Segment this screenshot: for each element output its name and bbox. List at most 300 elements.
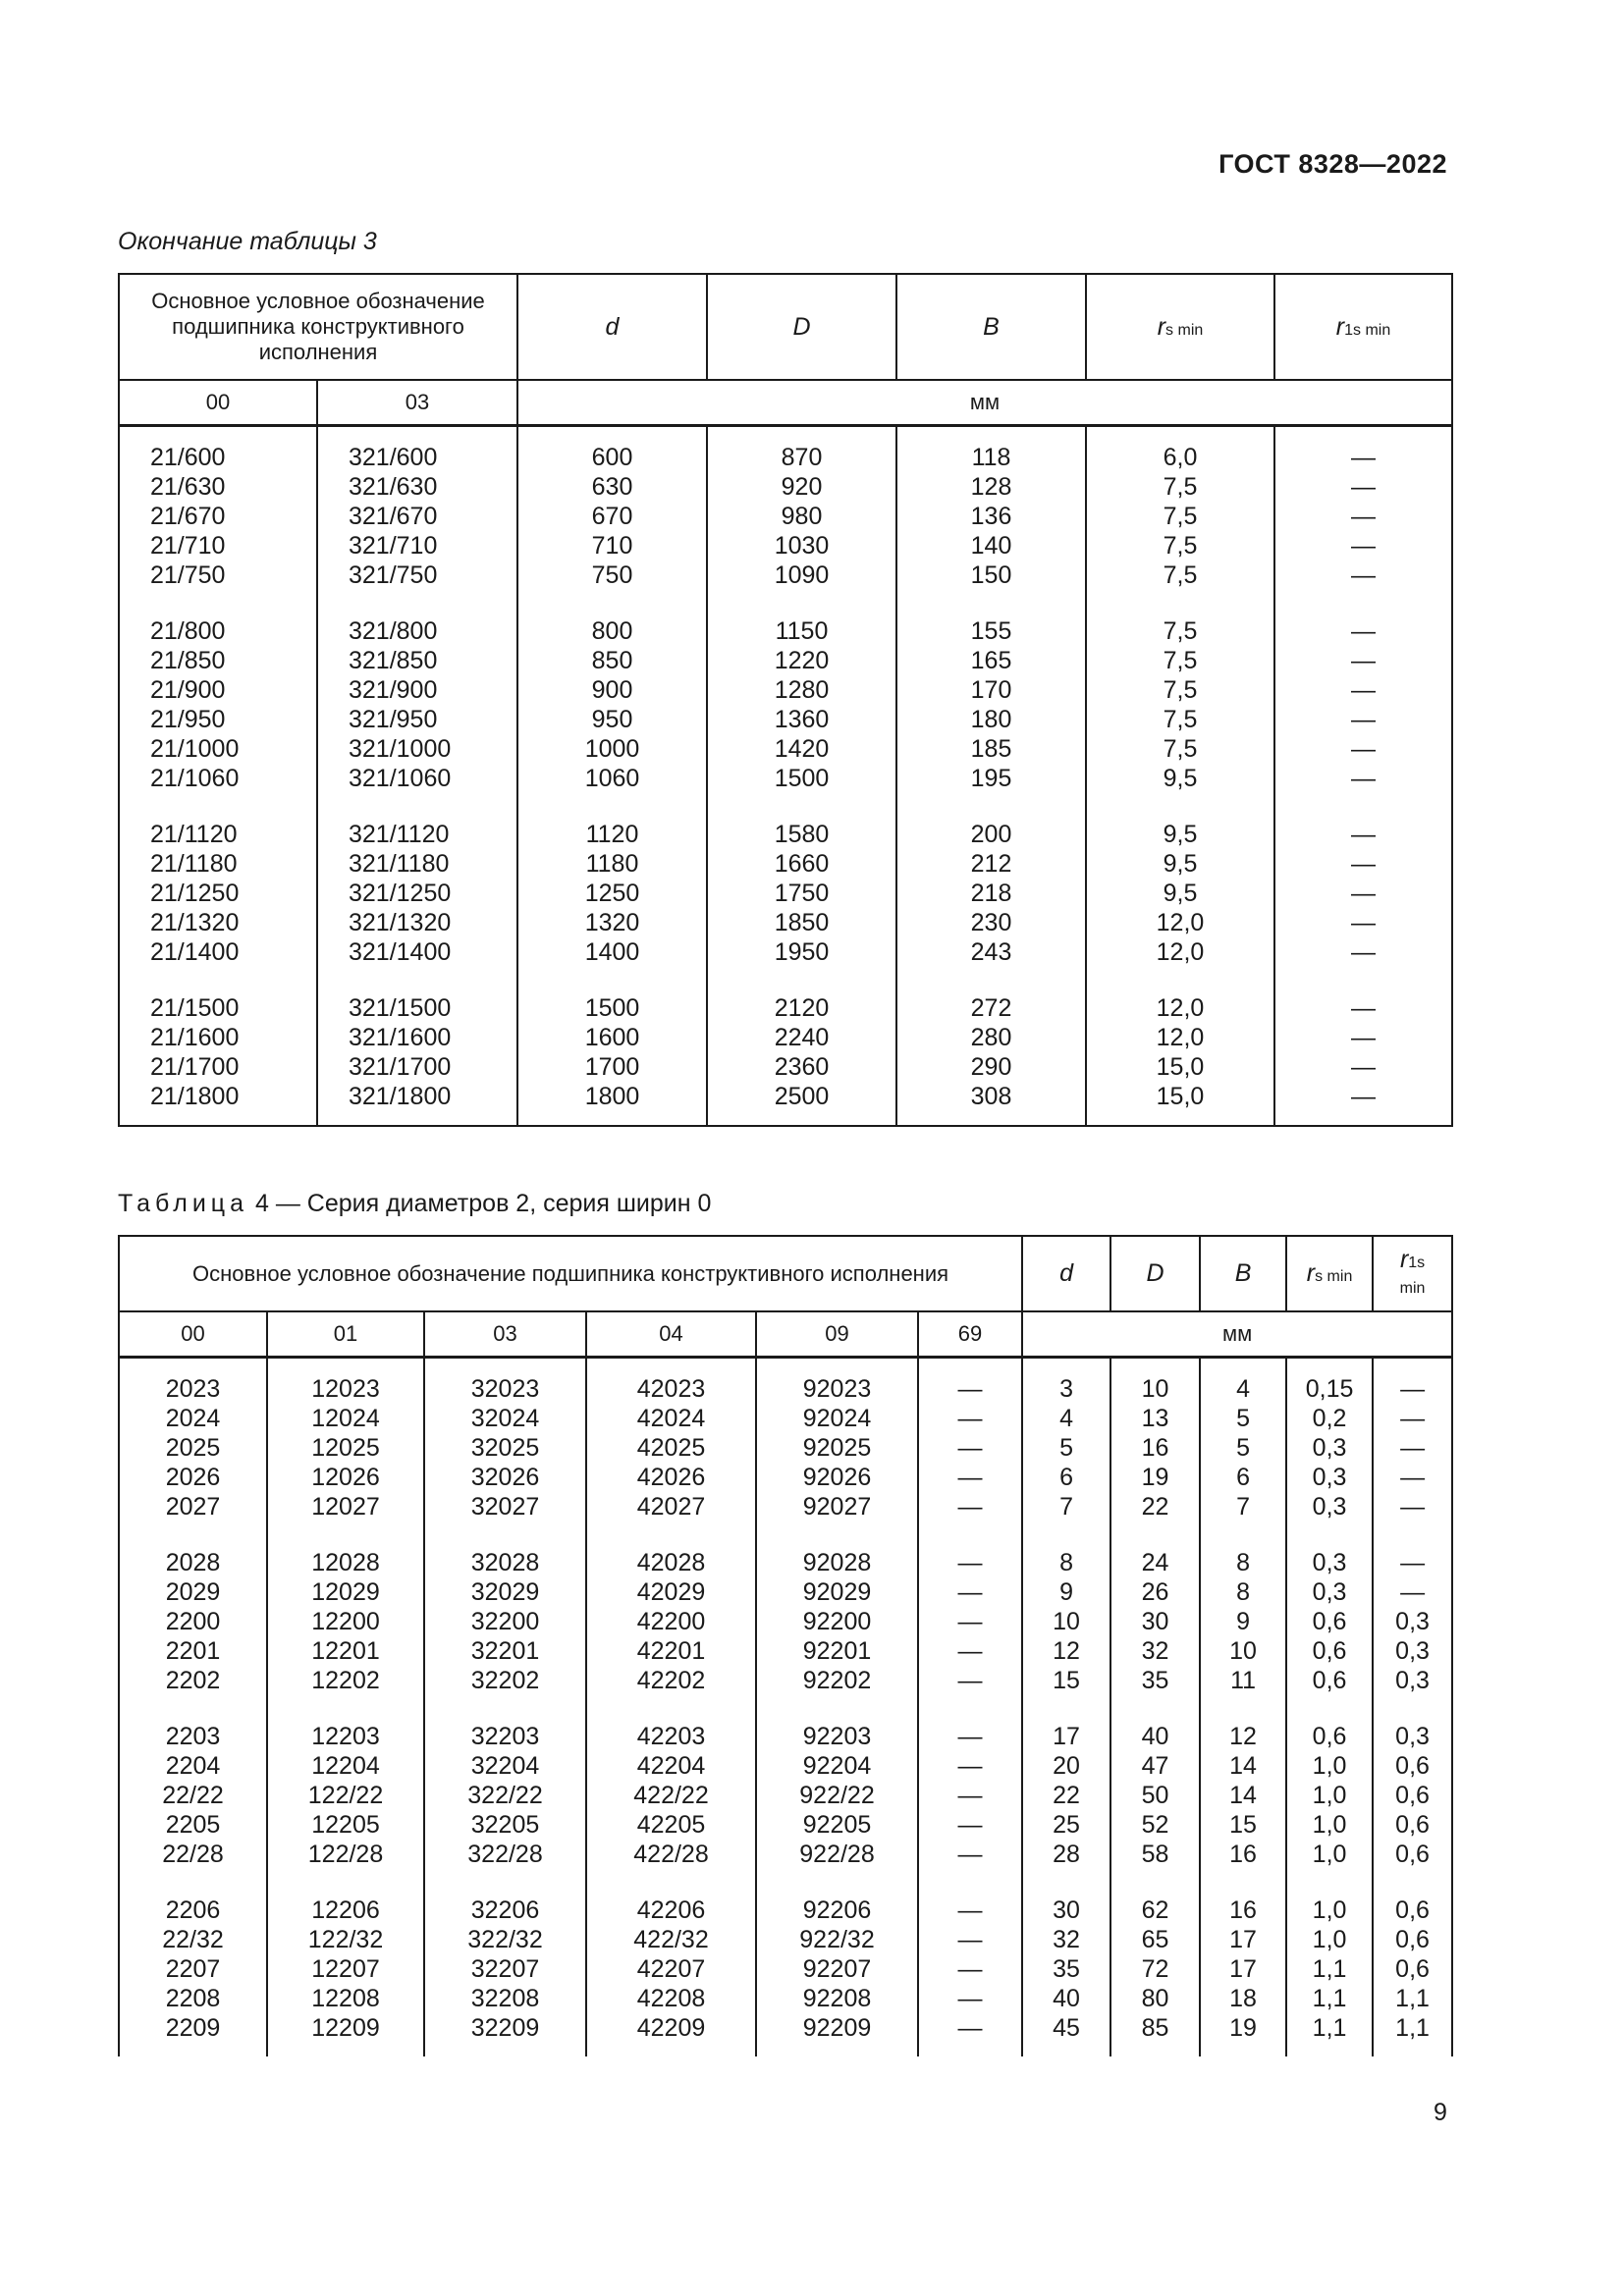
- table-cell: —: [1373, 1522, 1452, 1577]
- table-cell: 0,3: [1286, 1433, 1373, 1463]
- table-row: [119, 1577, 1452, 1607]
- table-cell: 16: [1110, 1433, 1200, 1463]
- table-cell: 22/32: [119, 1925, 267, 1954]
- table-row: [119, 734, 1452, 764]
- table-cell: 21/1700: [119, 1052, 317, 1082]
- table-cell: 92027: [756, 1492, 918, 1522]
- table-cell: 1,1: [1286, 2013, 1373, 2056]
- table4-header-rs-min: [1286, 1236, 1373, 1311]
- table-cell: 922/28: [756, 1840, 918, 1869]
- table-cell: 32200: [424, 1607, 586, 1636]
- table-cell: 1250: [517, 879, 707, 908]
- table-row: [119, 1636, 1452, 1666]
- table4-subcolumn-69: 69: [918, 1311, 1022, 1358]
- table3-rs-symbol: r: [1157, 312, 1166, 341]
- table-cell: 185: [896, 734, 1086, 764]
- table-cell: 12023: [267, 1358, 424, 1405]
- table-cell: 15: [1022, 1666, 1110, 1695]
- table-cell: 40: [1110, 1695, 1200, 1751]
- table-row: [119, 793, 1452, 849]
- table-cell: 1150: [707, 590, 896, 646]
- table4-subcolumn-09: 09: [756, 1311, 918, 1358]
- table-cell: 218: [896, 879, 1086, 908]
- table-cell: 212: [896, 849, 1086, 879]
- table3-subcolumn-00: 00: [119, 380, 317, 426]
- table-cell: —: [1274, 879, 1452, 908]
- table-cell: 170: [896, 675, 1086, 705]
- table-cell: 2360: [707, 1052, 896, 1082]
- table-cell: 165: [896, 646, 1086, 675]
- table-cell: —: [918, 1433, 1022, 1463]
- table-cell: 0,3: [1286, 1492, 1373, 1522]
- table-cell: 321/900: [317, 675, 517, 705]
- table3-units: мм: [517, 380, 1452, 426]
- table-cell: 32207: [424, 1954, 586, 1984]
- table4-r1s-symbol: r: [1399, 1245, 1409, 1273]
- table-cell: 21/1060: [119, 764, 317, 793]
- table-cell: —: [1274, 1023, 1452, 1052]
- table-cell: —: [1373, 1463, 1452, 1492]
- table-cell: —: [1274, 1052, 1452, 1082]
- table-cell: 3: [1022, 1358, 1110, 1405]
- table-cell: 14: [1200, 1781, 1286, 1810]
- table-cell: —: [918, 1695, 1022, 1751]
- table-cell: 12,0: [1086, 967, 1274, 1023]
- table-cell: 24: [1110, 1522, 1200, 1577]
- table-cell: 322/28: [424, 1840, 586, 1869]
- table-cell: 230: [896, 908, 1086, 937]
- table-cell: 1660: [707, 849, 896, 879]
- table-cell: 122/22: [267, 1781, 424, 1810]
- table-cell: 30: [1022, 1869, 1110, 1925]
- table-cell: 5: [1200, 1433, 1286, 1463]
- table-cell: 750: [517, 561, 707, 590]
- table-cell: 62: [1110, 1869, 1200, 1925]
- table-cell: 0,6: [1286, 1666, 1373, 1695]
- table-cell: 21/630: [119, 472, 317, 502]
- table-row: [119, 426, 1452, 473]
- table-row: [119, 1751, 1452, 1781]
- table-cell: —: [918, 1984, 1022, 2013]
- table-cell: 42206: [586, 1869, 756, 1925]
- table-cell: 0,6: [1373, 1810, 1452, 1840]
- table-cell: 17: [1200, 1954, 1286, 1984]
- table-cell: 35: [1110, 1666, 1200, 1695]
- table-cell: 92026: [756, 1463, 918, 1492]
- table-cell: —: [1274, 764, 1452, 793]
- table-cell: 2026: [119, 1463, 267, 1492]
- table-cell: 9,5: [1086, 764, 1274, 793]
- table-cell: 2024: [119, 1404, 267, 1433]
- table4-header-B: B: [1200, 1236, 1286, 1311]
- table-cell: 21/850: [119, 646, 317, 675]
- table-cell: 65: [1110, 1925, 1200, 1954]
- table-cell: 7: [1200, 1492, 1286, 1522]
- table-cell: —: [918, 1954, 1022, 1984]
- table-cell: 2201: [119, 1636, 267, 1666]
- table-cell: 25: [1022, 1810, 1110, 1840]
- table-cell: 10: [1200, 1636, 1286, 1666]
- table-row: [119, 705, 1452, 734]
- table-cell: 1400: [517, 937, 707, 967]
- table-cell: 22/22: [119, 1781, 267, 1810]
- table-cell: —: [1274, 590, 1452, 646]
- table-cell: 8: [1200, 1522, 1286, 1577]
- table-cell: 922/32: [756, 1925, 918, 1954]
- table-cell: 308: [896, 1082, 1086, 1126]
- table-cell: 21/1600: [119, 1023, 317, 1052]
- table-cell: 42207: [586, 1954, 756, 1984]
- table-cell: 950: [517, 705, 707, 734]
- table-cell: 0,6: [1286, 1636, 1373, 1666]
- table-cell: 21/1320: [119, 908, 317, 937]
- table-cell: 150: [896, 561, 1086, 590]
- table-cell: 9: [1022, 1577, 1110, 1607]
- table-cell: 321/1000: [317, 734, 517, 764]
- table-cell: 1,0: [1286, 1869, 1373, 1925]
- table-cell: 21/670: [119, 502, 317, 531]
- table-cell: 12025: [267, 1433, 424, 1463]
- table-cell: 30: [1110, 1607, 1200, 1636]
- table-cell: 321/1400: [317, 937, 517, 967]
- table-cell: 600: [517, 426, 707, 473]
- table-cell: —: [1274, 705, 1452, 734]
- table4-r1s-min-label: min: [1399, 1279, 1426, 1297]
- table-cell: —: [1274, 675, 1452, 705]
- table-cell: 800: [517, 590, 707, 646]
- table-cell: 12024: [267, 1404, 424, 1433]
- table-cell: 1420: [707, 734, 896, 764]
- table-cell: 9,5: [1086, 793, 1274, 849]
- table-row: [119, 849, 1452, 879]
- table-cell: 850: [517, 646, 707, 675]
- table-cell: 128: [896, 472, 1086, 502]
- table-row: [119, 472, 1452, 502]
- table-cell: 422/22: [586, 1781, 756, 1810]
- table3-header-designation: Основное условное обозначение подшипника конструктивного исполнения: [119, 274, 517, 380]
- table-cell: 2207: [119, 1954, 267, 1984]
- table-cell: —: [918, 1607, 1022, 1636]
- table-cell: 32024: [424, 1404, 586, 1433]
- table-cell: —: [918, 1666, 1022, 1695]
- table-cell: —: [918, 1522, 1022, 1577]
- table-cell: 422/28: [586, 1840, 756, 1869]
- table-cell: 2029: [119, 1577, 267, 1607]
- table-cell: 140: [896, 531, 1086, 561]
- table-cell: 92206: [756, 1869, 918, 1925]
- table-cell: 0,6: [1373, 1751, 1452, 1781]
- table-cell: 45: [1022, 2013, 1110, 2056]
- table-cell: 1000: [517, 734, 707, 764]
- table-cell: 12201: [267, 1636, 424, 1666]
- table-cell: 7,5: [1086, 502, 1274, 531]
- page-number: 9: [1434, 2099, 1447, 2126]
- table-cell: —: [1373, 1577, 1452, 1607]
- table-cell: —: [918, 1492, 1022, 1522]
- table-row: [119, 1840, 1452, 1869]
- table-row: [119, 1463, 1452, 1492]
- table-cell: 42023: [586, 1358, 756, 1405]
- table-row: [119, 502, 1452, 531]
- table-row: [119, 1954, 1452, 1984]
- table-cell: 32206: [424, 1869, 586, 1925]
- table-4: [118, 1235, 1453, 2056]
- table-cell: 2028: [119, 1522, 267, 1577]
- table-cell: 1,1: [1373, 1984, 1452, 2013]
- table-cell: 12202: [267, 1666, 424, 1695]
- table-cell: 42203: [586, 1695, 756, 1751]
- table-cell: 321/1060: [317, 764, 517, 793]
- table-cell: —: [1274, 908, 1452, 937]
- table-cell: —: [918, 1577, 1022, 1607]
- table-cell: 670: [517, 502, 707, 531]
- table-cell: 2025: [119, 1433, 267, 1463]
- table-cell: 42204: [586, 1751, 756, 1781]
- table-cell: 9,5: [1086, 879, 1274, 908]
- table-cell: 0,3: [1373, 1666, 1452, 1695]
- table-cell: 32204: [424, 1751, 586, 1781]
- table-cell: 8: [1200, 1577, 1286, 1607]
- table-cell: 321/630: [317, 472, 517, 502]
- table-cell: 1060: [517, 764, 707, 793]
- table4-caption: [118, 1190, 711, 1218]
- table-row: [119, 646, 1452, 675]
- table4-caption-text: 4 — Серия диаметров 2, серия ширин 0: [254, 1190, 712, 1217]
- table-cell: 92023: [756, 1358, 918, 1405]
- table-cell: 32205: [424, 1810, 586, 1840]
- table-row: [119, 1522, 1452, 1577]
- table-cell: 15,0: [1086, 1052, 1274, 1082]
- table-cell: —: [1274, 502, 1452, 531]
- table-cell: 17: [1200, 1925, 1286, 1954]
- table-cell: 58: [1110, 1840, 1200, 1869]
- table-cell: —: [918, 2013, 1022, 2056]
- table-cell: 200: [896, 793, 1086, 849]
- table-cell: 12,0: [1086, 937, 1274, 967]
- table-row: [119, 1492, 1452, 1522]
- table-cell: 50: [1110, 1781, 1200, 1810]
- table-cell: 12206: [267, 1869, 424, 1925]
- table-cell: 42200: [586, 1607, 756, 1636]
- table-cell: 42205: [586, 1810, 756, 1840]
- table3-header-B: B: [896, 274, 1086, 380]
- table4-subcolumn-00: 00: [119, 1311, 267, 1358]
- table-cell: 6,0: [1086, 426, 1274, 473]
- table-cell: 92029: [756, 1577, 918, 1607]
- table-cell: 12205: [267, 1810, 424, 1840]
- table-cell: —: [918, 1463, 1022, 1492]
- table-cell: 92202: [756, 1666, 918, 1695]
- table-cell: 12208: [267, 1984, 424, 2013]
- table-cell: 136: [896, 502, 1086, 531]
- table-cell: 321/800: [317, 590, 517, 646]
- table-cell: 1120: [517, 793, 707, 849]
- table-cell: 321/1800: [317, 1082, 517, 1126]
- table-cell: 6: [1022, 1463, 1110, 1492]
- table-cell: 1,1: [1286, 1954, 1373, 1984]
- table-cell: 2208: [119, 1984, 267, 2013]
- table4-units-row: [119, 1311, 1452, 1358]
- table-cell: 12,0: [1086, 908, 1274, 937]
- table3-header-row: [119, 274, 1452, 380]
- table-cell: 42028: [586, 1522, 756, 1577]
- table-cell: —: [1274, 793, 1452, 849]
- table-cell: 1700: [517, 1052, 707, 1082]
- table-row: [119, 908, 1452, 937]
- table-cell: 2120: [707, 967, 896, 1023]
- table-cell: 2500: [707, 1082, 896, 1126]
- table-cell: 1750: [707, 879, 896, 908]
- table-cell: 42029: [586, 1577, 756, 1607]
- table-cell: 21/1000: [119, 734, 317, 764]
- table4-header-r1s-min: [1373, 1236, 1452, 1311]
- table3-header-r1s-min: [1274, 274, 1452, 380]
- table-cell: —: [918, 1840, 1022, 1869]
- table-cell: 92025: [756, 1433, 918, 1463]
- table-row: [119, 1023, 1452, 1052]
- table-cell: 321/1320: [317, 908, 517, 937]
- table-cell: 2027: [119, 1492, 267, 1522]
- table-cell: 42027: [586, 1492, 756, 1522]
- table-row: [119, 1781, 1452, 1810]
- table-cell: 21/900: [119, 675, 317, 705]
- table-3: [118, 273, 1453, 1127]
- table3-header-rs-min: [1086, 274, 1274, 380]
- table-cell: 0,6: [1373, 1840, 1452, 1869]
- table-cell: 7,5: [1086, 472, 1274, 502]
- table-cell: 42024: [586, 1404, 756, 1433]
- table-cell: 1500: [517, 967, 707, 1023]
- table-cell: 0,3: [1286, 1522, 1373, 1577]
- table-cell: —: [918, 1781, 1022, 1810]
- table-cell: 21/1500: [119, 967, 317, 1023]
- table-cell: 32201: [424, 1636, 586, 1666]
- table-cell: 26: [1110, 1577, 1200, 1607]
- table-cell: —: [1274, 937, 1452, 967]
- table-cell: 32026: [424, 1463, 586, 1492]
- table-cell: 32208: [424, 1984, 586, 2013]
- table-cell: 8: [1022, 1522, 1110, 1577]
- table-cell: 1220: [707, 646, 896, 675]
- table-cell: 92201: [756, 1636, 918, 1666]
- table-cell: 32203: [424, 1695, 586, 1751]
- table-cell: 21/1800: [119, 1082, 317, 1126]
- table-cell: —: [918, 1358, 1022, 1405]
- table-cell: —: [918, 1404, 1022, 1433]
- table-row: [119, 1695, 1452, 1751]
- table-cell: 32202: [424, 1666, 586, 1695]
- table-cell: 1,1: [1373, 2013, 1452, 2056]
- table-cell: 710: [517, 531, 707, 561]
- table-cell: 321/1500: [317, 967, 517, 1023]
- table-row: [119, 1404, 1452, 1433]
- table-cell: 21/600: [119, 426, 317, 473]
- table-cell: 92024: [756, 1404, 918, 1433]
- table-cell: 922/22: [756, 1781, 918, 1810]
- table-cell: 920: [707, 472, 896, 502]
- table-cell: 21/1250: [119, 879, 317, 908]
- table-cell: 15: [1200, 1810, 1286, 1840]
- table-cell: 1580: [707, 793, 896, 849]
- table-cell: 32209: [424, 2013, 586, 2056]
- table-row: [119, 1607, 1452, 1636]
- table-cell: 9,5: [1086, 849, 1274, 879]
- table-cell: 92209: [756, 2013, 918, 2056]
- table-cell: 47: [1110, 1751, 1200, 1781]
- table-cell: 321/1700: [317, 1052, 517, 1082]
- table-cell: 272: [896, 967, 1086, 1023]
- table-cell: 13: [1110, 1404, 1200, 1433]
- table-cell: 1500: [707, 764, 896, 793]
- table-cell: 92205: [756, 1810, 918, 1840]
- table4-subcolumn-03: 03: [424, 1311, 586, 1358]
- table-cell: 42202: [586, 1666, 756, 1695]
- table-cell: 122/28: [267, 1840, 424, 1869]
- table-cell: 21/750: [119, 561, 317, 590]
- table-row: [119, 1666, 1452, 1695]
- table-cell: 21/1400: [119, 937, 317, 967]
- table-cell: 32027: [424, 1492, 586, 1522]
- table-cell: 72: [1110, 1954, 1200, 1984]
- table-cell: 7,5: [1086, 734, 1274, 764]
- table4-subcolumn-01: 01: [267, 1311, 424, 1358]
- table-row: [119, 1082, 1452, 1126]
- table-cell: 10: [1110, 1358, 1200, 1405]
- table4-rs-subscript: s min: [1315, 1268, 1353, 1285]
- table-cell: 321/1120: [317, 793, 517, 849]
- table-cell: 21/950: [119, 705, 317, 734]
- table-cell: 0,3: [1373, 1636, 1452, 1666]
- table-cell: 4: [1022, 1404, 1110, 1433]
- table-cell: 290: [896, 1052, 1086, 1082]
- table-row: [119, 967, 1452, 1023]
- table-cell: 2202: [119, 1666, 267, 1695]
- table-row: [119, 1052, 1452, 1082]
- table-cell: 1180: [517, 849, 707, 879]
- table-cell: 85: [1110, 2013, 1200, 2056]
- table-cell: 92028: [756, 1522, 918, 1577]
- table-cell: —: [918, 1636, 1022, 1666]
- table-cell: 322/22: [424, 1781, 586, 1810]
- table-cell: 11: [1200, 1666, 1286, 1695]
- table-cell: 1360: [707, 705, 896, 734]
- table-row: [119, 531, 1452, 561]
- table-cell: —: [1274, 734, 1452, 764]
- table-cell: —: [918, 1810, 1022, 1840]
- table-cell: 2023: [119, 1358, 267, 1405]
- table4-caption-label: Таблица: [118, 1190, 249, 1217]
- table-cell: 321/670: [317, 502, 517, 531]
- table-cell: —: [1274, 967, 1452, 1023]
- table-cell: 32: [1022, 1925, 1110, 1954]
- table-cell: 21/1120: [119, 793, 317, 849]
- table3-header-d: d: [517, 274, 707, 380]
- table-cell: 21/1180: [119, 849, 317, 879]
- table-row: [119, 1433, 1452, 1463]
- table-cell: 32: [1110, 1636, 1200, 1666]
- table-cell: 1800: [517, 1082, 707, 1126]
- table-cell: —: [918, 1869, 1022, 1925]
- table-cell: 15,0: [1086, 1082, 1274, 1126]
- table-cell: 32025: [424, 1433, 586, 1463]
- table4-header-d: d: [1022, 1236, 1110, 1311]
- table-cell: 1600: [517, 1023, 707, 1052]
- table-cell: 22: [1022, 1781, 1110, 1810]
- table-row: [119, 764, 1452, 793]
- table3-r1s-subscript: 1s min: [1344, 321, 1391, 339]
- table-cell: 10: [1022, 1607, 1110, 1636]
- table-cell: 0,6: [1286, 1695, 1373, 1751]
